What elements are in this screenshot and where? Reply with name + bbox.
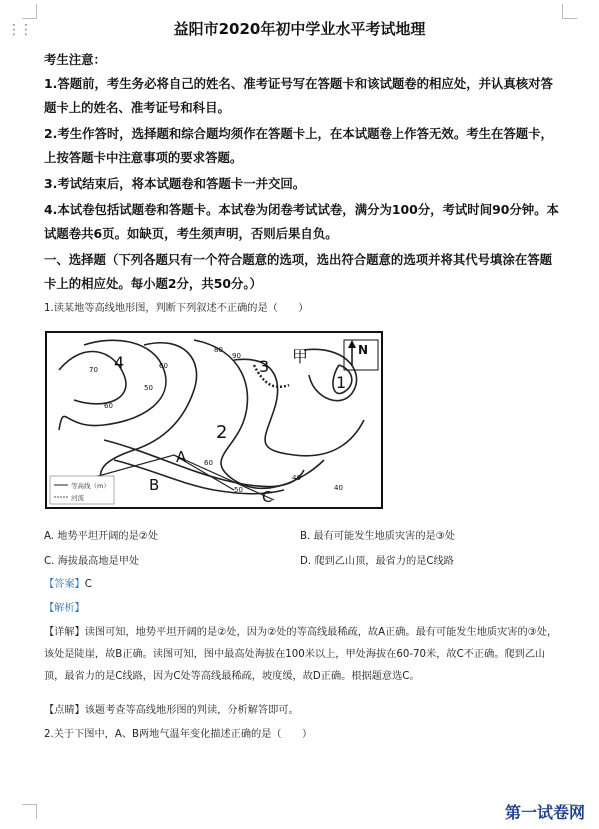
map-label-B: B	[149, 476, 160, 494]
notice-item-1: 1.答题前，考生务必将自己的姓名、准考证号写在答题卡和该试题卷的相应处，并认真核对答题卡上的姓名、准考证号和科目。	[44, 76, 553, 115]
contour-value: 60	[204, 459, 213, 467]
answer-line	[44, 574, 564, 596]
notice-item-4: 4.本试卷包括试题卷和答题卡。本试卷为闭卷考试试卷，满分为100分，考试时间90分钟。本试题卷共6页。如缺页，考生须声明，否则后果自负。	[44, 202, 559, 241]
contour-value: 50	[234, 486, 243, 494]
contour-value: 60	[104, 402, 113, 410]
drag-handle-icon[interactable]: ⋮⋮	[7, 22, 31, 38]
map-label-3: 3	[259, 357, 270, 376]
option-c: C. 海拔最高地是甲处	[44, 556, 140, 567]
watermark: 第一试卷网	[504, 803, 585, 822]
map-legend	[50, 476, 114, 504]
question-1-stem: 1.读某地等高线地形图，判断下列叙述不正确的是（ ）	[44, 303, 309, 314]
answer-tag: 【答案】	[44, 579, 85, 590]
map-label-jia: 甲	[292, 347, 309, 366]
map-label-2: 2	[216, 422, 228, 443]
tip-text: 该题考查等高线地形图的判读，分析解答即可。	[84, 705, 299, 716]
contour-value: 70	[89, 366, 98, 374]
detail-text: 读图可知，地势平坦开阔的是②处，因为②处的等高线最稀疏，故A正确。最有可能发生地质灾害的③处，该处是陡崖，故B正确。读图可知，图中最高处海拔在100米以上，甲处海拔在60-70米，故C不正确。爬到乙山顶，最省力的是C线路，因为C处等高线最稀疏，坡度缓，故D正确。根据题意选C。	[44, 627, 558, 682]
analysis-tag	[44, 598, 564, 620]
legend-contour: 等高线（m）	[71, 482, 110, 490]
tip-line	[44, 700, 564, 722]
answer-value: C	[84, 579, 92, 590]
option-a: A. 地势平坦开阔的是②处	[44, 531, 159, 542]
option-b: B. 最有可能发生地质灾害的是③处	[300, 531, 456, 542]
map-label-C: C	[262, 488, 273, 506]
detail-tag: 【详解】	[44, 627, 85, 638]
contour-value: 50	[144, 384, 153, 392]
contour-value: 60	[159, 362, 168, 370]
corner-mark-bottom-left	[22, 804, 37, 819]
map-label-1: 1	[336, 373, 347, 392]
contour-value: 80	[214, 346, 223, 354]
page-title: 益阳市2020年初中学业水平考试地理	[173, 20, 426, 38]
contour-map	[44, 330, 384, 510]
corner-mark-top-left	[22, 4, 37, 19]
notice-item-3: 3.考试结束后，将本试题卷和答题卡一并交回。	[44, 176, 306, 191]
legend-river: 河流	[71, 494, 84, 502]
corner-mark-top-right	[562, 4, 577, 19]
section-heading: 一、选择题（下列各题只有一个符合题意的选项，选出符合题意的选项并将其代号填涂在答题卡上的相应处。每小题2分，共50分。）	[44, 252, 553, 291]
contour-value: 40	[292, 474, 301, 482]
contour-value: 90	[232, 352, 241, 360]
notice-item-2: 2.考生作答时，选择题和综合题均须作在答题卡上，在本试题卷上作答无效。考生在答题卡，上按答题卡中注意事项的要求答题。	[44, 126, 553, 165]
contour-value: 40	[334, 484, 343, 492]
map-label-4: 4	[114, 353, 125, 372]
option-d: D. 爬到乙山顶，最省力的是C线路	[300, 556, 454, 567]
map-label-A: A	[176, 448, 187, 466]
analysis-label: 【解析】	[44, 603, 85, 614]
notice-heading: 考生注意：	[44, 52, 106, 67]
north-label: N	[358, 343, 369, 357]
question-2-stem: 2.关于下图中，A、B两地气温年变化描述正确的是（ ）	[44, 729, 313, 740]
tip-tag: 【点睛】	[44, 705, 85, 716]
detail-paragraph	[44, 622, 564, 688]
